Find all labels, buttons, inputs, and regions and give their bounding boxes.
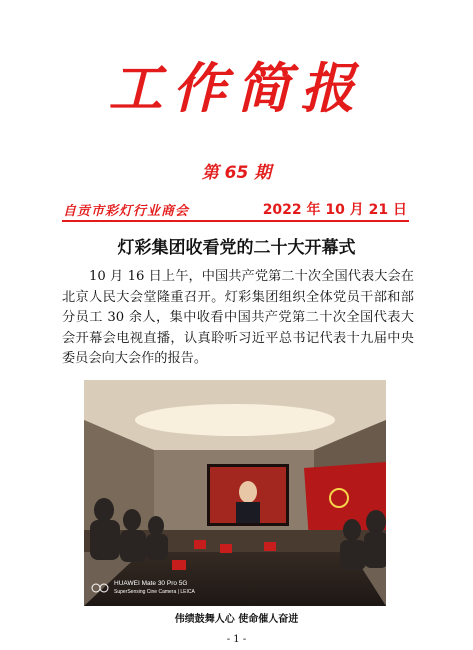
photo-watermark-model: HUAWEI Mate 30 Pro 5G (114, 580, 188, 587)
ceiling-light (135, 404, 335, 436)
meeting-photo (84, 380, 386, 606)
header-rule (62, 220, 409, 222)
issue-number: 第 65 期 (201, 163, 272, 183)
issue-date: 2022 年 10 月 21 日 (262, 202, 407, 218)
organization-name: 自贡市彩灯行业商会 (63, 204, 190, 219)
article-headline: 灯彩集团收看党的二十大开幕式 (117, 238, 356, 258)
photo-caption: 伟绩鼓舞人心 使命催人奋进 (174, 614, 299, 625)
masthead-title: 工作简报 (108, 57, 365, 120)
page-number: - 1 - (226, 634, 247, 645)
article-body: 10 月 16 日上午，中国共产党第二十次全国代表大会在北京人民大会堂隆重召开。灯彩集团组织全体党员干部和部分员工 30 余人，集中收看中国共产党第二十次全国代表大会开幕会电视直播，认真聆听习近平总书记代表十九届中央委员会向大会作的报告。 (62, 269, 414, 366)
photo-watermark-camera: SuperSensing Cine Camera | LEICA (114, 589, 195, 595)
